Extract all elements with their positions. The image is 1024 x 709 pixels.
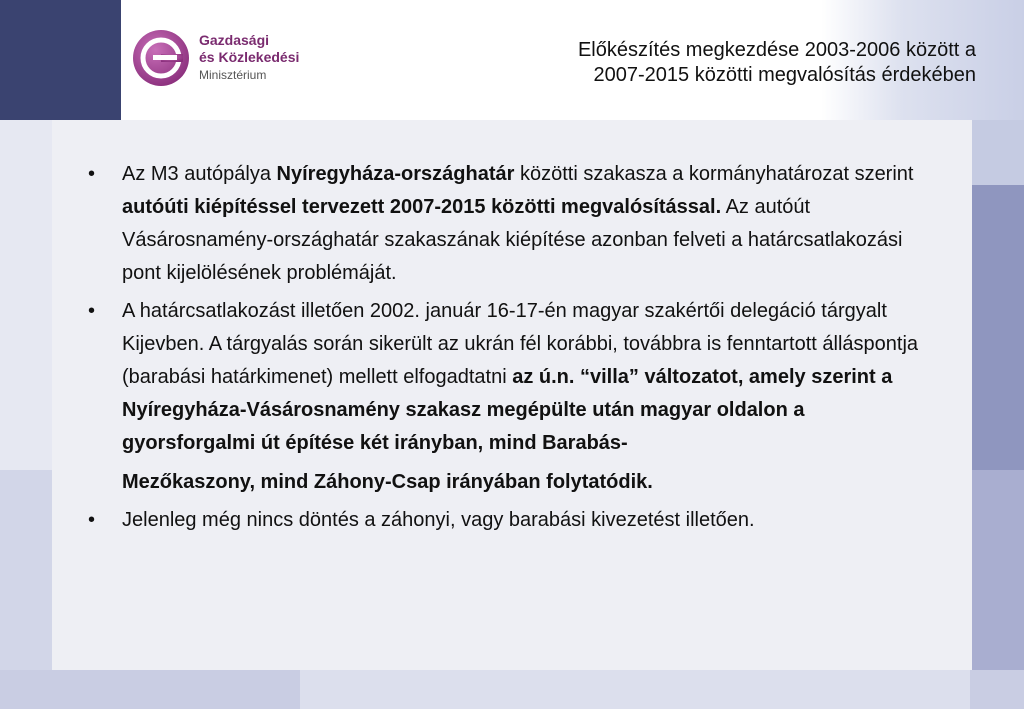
bullet-item (88, 504, 928, 537)
bullet-2-bold-1: az ú.n. “villa” változatot, amely szerint a Nyíregyháza-Vásárosnamény szakasz megépülte után magyar oldalon a gyorsforgalmi út építése két irányban, mind Barabás- (122, 366, 893, 454)
bullet-list (88, 158, 928, 542)
bullet-item (88, 295, 928, 499)
bullet-1-bold-1: Nyíregyháza-országhatár (276, 163, 515, 185)
bullet-item (88, 158, 928, 290)
header-dark-block (0, 0, 121, 120)
logo-line-3: Minisztérium (199, 68, 267, 82)
bullet-1-text-2: közötti szakasza a kormányhatározat szerint (514, 163, 914, 185)
bullet-2-bold-2: Mezőkaszony, mind Záhony-Csap irányában folytatódik. (122, 471, 653, 493)
logo-line-2: és Közlekedési (199, 49, 300, 65)
bullet-1-text-1: Az M3 autópálya (122, 163, 277, 185)
logo-line-1: Gazdasági (199, 32, 270, 48)
bottom-decor-light (300, 670, 970, 709)
ministry-logo-text (199, 32, 299, 84)
bullet-2-text-1: A határcsatlakozást illetően 2002. január 16-17-én magyar szakértői delegáció tárgyalt Kijevben. A tárgyalás során sikerült az ukrán fél korábbi, továbbra is fenntartott álláspontja (barabási határkimenet) mellett elfogadtatni (122, 300, 919, 388)
bullet-3-text-1: Jelenleg még nincs döntés a záhonyi, vagy barabási kivezetést illetően. (122, 509, 755, 531)
slide-title (416, 38, 976, 88)
ministry-logo (131, 22, 331, 98)
slide-title-line-1: Előkészítés megkezdése 2003-2006 között a (577, 39, 976, 61)
slide-title-line-2: 2007-2015 közötti megvalósítás érdekében (593, 64, 976, 86)
bullet-1-bold-2: autóúti kiépítéssel tervezett 2007-2015 közötti megvalósítással. (122, 196, 722, 218)
bullet-1-text-3: Az autóút Vásárosnamény-országhatár szakaszának kiépítése azonban felveti a határcsatlakozási pont kijelölésének problémáját. (122, 196, 903, 284)
ministry-logo-icon (131, 28, 191, 88)
